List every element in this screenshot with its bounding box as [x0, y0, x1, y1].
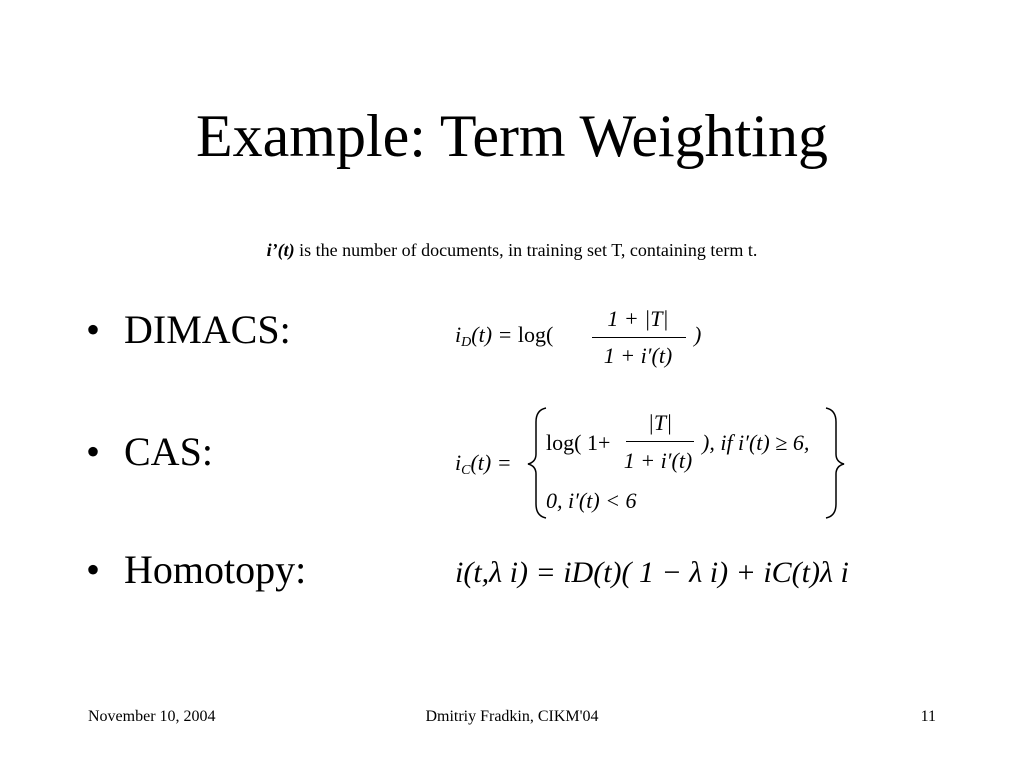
dimacs-denominator: 1 + i′(t) — [603, 343, 673, 368]
dimacs-lhs: iD(t) = log( — [455, 322, 554, 350]
dimacs-close: ) — [694, 322, 702, 347]
cas-case1-fn: log( 1+ — [546, 430, 611, 455]
bullet-label: Homotopy: — [124, 547, 307, 592]
footer-author: Dmitriy Fradkin, CIKM'04 — [425, 708, 599, 725]
cas-numerator: |T| — [647, 410, 673, 435]
cas-fraction-bar — [626, 441, 694, 442]
cas-case2: 0, i′(t) < 6 — [546, 488, 637, 513]
cas-case1-condition: ), if i′(t) ≥ 6, — [702, 430, 810, 455]
cas-lhs: iC(t) = — [455, 450, 512, 478]
bullet-dot-icon: • — [86, 547, 101, 592]
dimacs-numerator: 1 + |T| — [607, 306, 669, 331]
formula-homotopy: i(t,λ i) = iD(t)( 1 − λ i) + iC(t)λ i — [455, 556, 849, 589]
note-text: is the number of documents, in training set T, containing term t. — [294, 240, 758, 260]
footer-date: November 10, 2004 — [88, 708, 216, 725]
bullet-label: DIMACS: — [124, 307, 291, 352]
footer-page-number: 11 — [920, 708, 936, 725]
slide-title: Example: Term Weighting — [196, 103, 828, 169]
note-symbol: i’(t) — [266, 240, 295, 260]
bullet-dot-icon: • — [86, 429, 101, 474]
cas-denominator: 1 + i′(t) — [623, 448, 693, 473]
bullet-label: CAS: — [124, 429, 213, 474]
bullet-dot-icon: • — [86, 307, 101, 352]
